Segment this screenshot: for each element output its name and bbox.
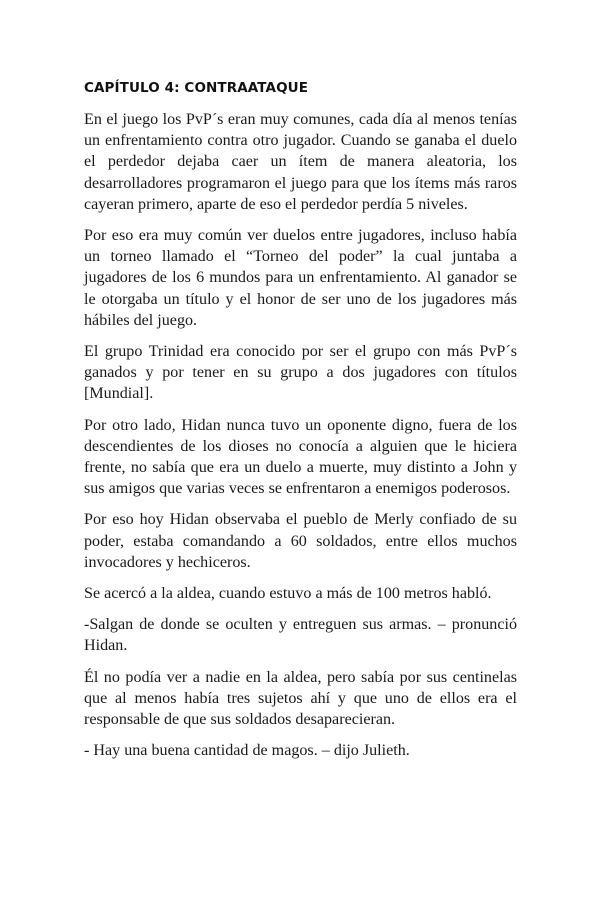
paragraph-8: Él no podía ver a nadie en la aldea, pero sabía por sus centinelas que al menos había tres sujetos ahí y que uno de ellos era el responsable de que sus soldados desaparecieran. xyxy=(84,668,517,729)
paragraph-9: - Hay una buena cantidad de magos. – dijo Julieth. xyxy=(84,742,410,760)
paragraph-6: Se acercó a la aldea, cuando estuvo a más de 100 metros habló. xyxy=(84,585,492,603)
chapter-title: CAPÍTULO 4: CONTRAATAQUE xyxy=(84,80,309,96)
paragraph-7: -Salgan de donde se oculten y entreguen sus armas. – pronunció Hidan. xyxy=(84,616,517,655)
book-page xyxy=(84,78,517,771)
paragraph-1: En el juego los PvP´s eran muy comunes, cada día al menos tenías un enfrentamiento contra otro jugador. Cuando se ganaba el duelo el perdedor dejaba caer un ítem de manera aleatoria, los desarrolladores programaron el juego para que los ítems más raros cayeran primero, aparte de eso el perdedor perdía 5 niveles. xyxy=(84,111,517,213)
paragraph-3: El grupo Trinidad era conocido por ser el grupo con más PvP´s ganados y por tener en su grupo a dos jugadores con títulos [Mundial]. xyxy=(84,343,517,403)
paragraph-2: Por eso era muy común ver duelos entre jugadores, incluso había un torneo llamado el “Torneo del poder” la cual juntaba a jugadores de los 6 mundos para un enfrentamiento. Al ganador se le otorgaba un título y el honor de ser uno de los jugadores más hábiles del juego. xyxy=(84,227,517,329)
paragraph-4: Por otro lado, Hidan nunca tuvo un oponente digno, fuera de los descendientes de los dioses no conocía a alguien que le hiciera frente, no sabía que era un duelo a muerte, muy distinto a John y sus amigos que varias veces se enfrentaron a enemigos poderosos. xyxy=(84,416,517,498)
paragraph-5: Por eso hoy Hidan observaba el pueblo de Merly confiado de su poder, estaba comandando a 60 soldados, entre ellos muchos invocadores y hechiceros. xyxy=(84,511,517,571)
